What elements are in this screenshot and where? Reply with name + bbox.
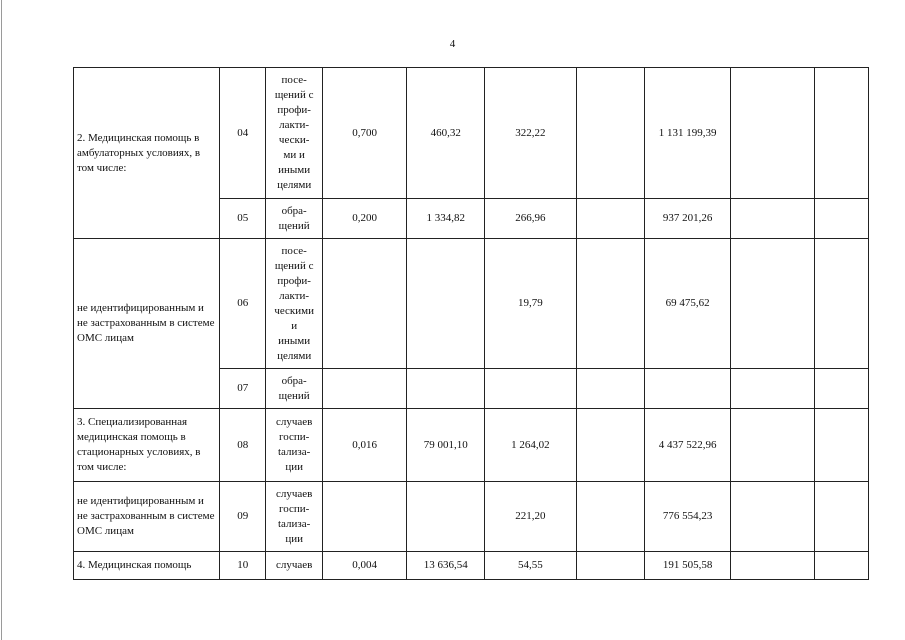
unit-text: обра- щений [278, 374, 310, 402]
value-cell [322, 369, 407, 409]
unit-cell [266, 68, 322, 199]
value-cell [814, 482, 868, 552]
value-cell [576, 68, 645, 199]
unit-text: посе- щений с профи- лакти- чески- ми и иными целями [274, 74, 314, 191]
unit-text: случаев госпи- tализа- ции [275, 416, 313, 473]
value-cell [322, 482, 407, 552]
row-name-cell: 2. Медицинская помощь в амбулаторных условиях, в том числе: [74, 68, 220, 239]
unit-cell [266, 199, 322, 239]
value-cell: 0,016 [322, 409, 407, 482]
value-cell [407, 482, 485, 552]
financing-table [73, 67, 869, 580]
unit-cell [266, 552, 322, 580]
value-cell [322, 239, 407, 369]
value-cell: 69 475,62 [645, 239, 731, 369]
value-cell [730, 409, 814, 482]
value-cell [730, 369, 814, 409]
page-number: 4 [449, 38, 456, 50]
table-row [74, 68, 869, 199]
value-cell: 1 264,02 [485, 409, 577, 482]
value-cell [814, 239, 868, 369]
row-code-cell: 10 [220, 552, 266, 580]
value-cell: 54,55 [485, 552, 577, 580]
row-name-cell: 3. Специализированная медицинская помощь в стационарных условиях, в том числе: [74, 409, 220, 482]
value-cell: 0,700 [322, 68, 407, 199]
value-cell [407, 369, 485, 409]
value-cell [645, 369, 731, 409]
row-code-cell: 06 [220, 239, 266, 369]
value-cell [730, 482, 814, 552]
unit-text: случаев госпи- tализа- ции [275, 487, 313, 545]
value-cell: 19,79 [485, 239, 577, 369]
row-code-cell: 08 [220, 409, 266, 482]
value-cell [730, 239, 814, 369]
value-cell [814, 409, 868, 482]
value-cell [814, 369, 868, 409]
value-cell: 1 334,82 [407, 199, 485, 239]
value-cell: 0,004 [322, 552, 407, 580]
table-row [74, 482, 869, 552]
unit-text: случаев [275, 559, 313, 571]
unit-cell [266, 239, 322, 369]
value-cell: 460,32 [407, 68, 485, 199]
value-cell [576, 552, 645, 580]
value-cell: 13 636,54 [407, 552, 485, 580]
value-cell [730, 552, 814, 580]
value-cell: 1 131 199,39 [645, 68, 731, 199]
row-name-cell: не идентифицированным и не застрахованным в системе ОМС лицам [74, 482, 220, 552]
value-cell [576, 199, 645, 239]
row-code-cell: 07 [220, 369, 266, 409]
value-cell: 4 437 522,96 [645, 409, 731, 482]
value-cell: 937 201,26 [645, 199, 731, 239]
row-code-cell: 05 [220, 199, 266, 239]
table-row [74, 552, 869, 580]
value-cell [814, 552, 868, 580]
table-row [74, 409, 869, 482]
value-cell [576, 409, 645, 482]
unit-text: посе- щений с профи- лакти- ческими и иными целями [274, 244, 314, 362]
value-cell: 0,200 [322, 199, 407, 239]
value-cell [407, 239, 485, 369]
page-edge-rule [1, 0, 2, 640]
value-cell: 221,20 [485, 482, 577, 552]
row-code-cell: 09 [220, 482, 266, 552]
value-cell [730, 68, 814, 199]
value-cell [576, 239, 645, 369]
unit-cell [266, 409, 322, 482]
row-name-cell: не идентифицированным и не застрахованным в системе ОМС лицам [74, 239, 220, 409]
unit-cell [266, 482, 322, 552]
unit-cell [266, 369, 322, 409]
row-name-cell: 4. Медицинская помощь [74, 552, 220, 580]
value-cell: 776 554,23 [645, 482, 731, 552]
value-cell [576, 369, 645, 409]
table-row [74, 239, 869, 369]
unit-text: обра- щений [278, 204, 310, 232]
row-code-cell: 04 [220, 68, 266, 199]
value-cell: 322,22 [485, 68, 577, 199]
value-cell: 266,96 [485, 199, 577, 239]
value-cell [576, 482, 645, 552]
value-cell: 191 505,58 [645, 552, 731, 580]
value-cell: 79 001,10 [407, 409, 485, 482]
value-cell [814, 68, 868, 199]
value-cell [730, 199, 814, 239]
value-cell [814, 199, 868, 239]
value-cell [485, 369, 577, 409]
